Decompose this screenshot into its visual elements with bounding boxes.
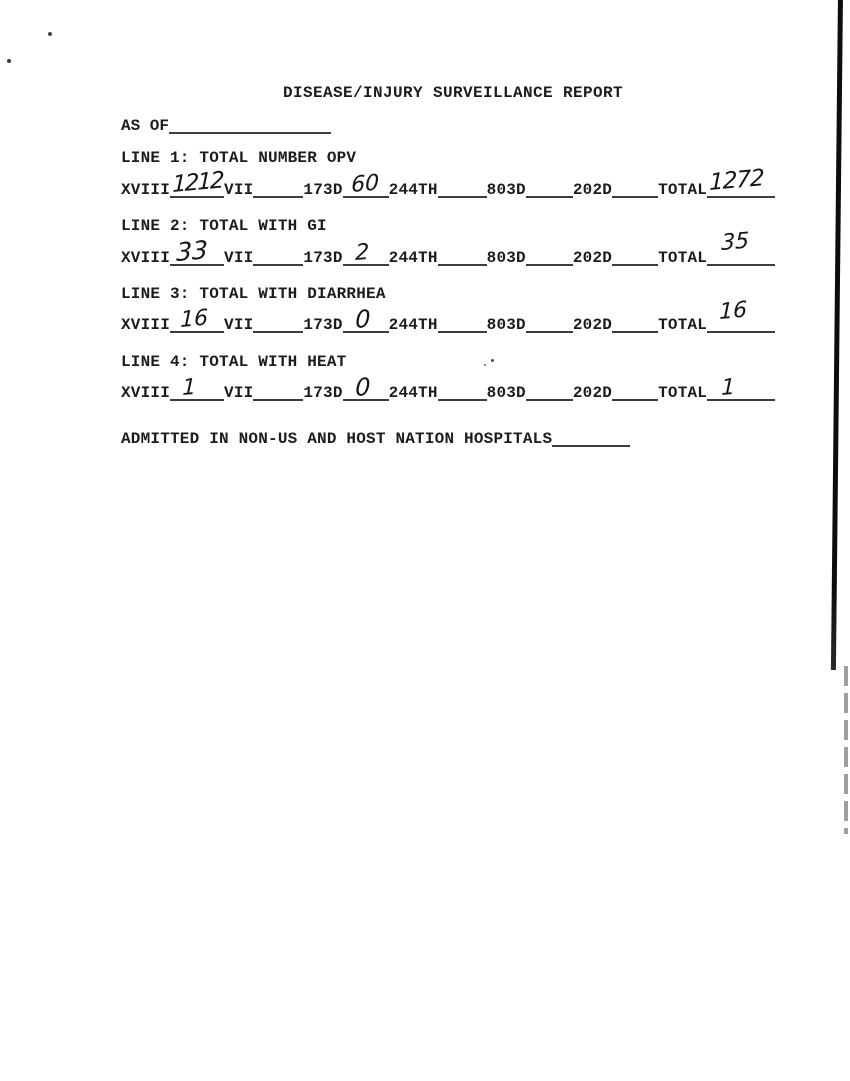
col-label-vii: VII <box>224 316 254 334</box>
handwritten-total-value: 16 <box>719 297 748 326</box>
blank-803d <box>526 383 573 401</box>
blank-244th <box>438 315 487 333</box>
blank-803d <box>526 315 573 333</box>
admitted-hospitals-label: ADMITTED IN NON-US AND HOST NATION HOSPITALS <box>121 430 553 448</box>
scan-speck <box>484 364 486 366</box>
col-label-xviii: XVIII <box>121 249 171 267</box>
blank-202d <box>612 383 658 401</box>
blank-total <box>707 165 775 198</box>
blank-202d <box>612 248 658 266</box>
col-label-202d: 202D <box>572 249 613 267</box>
scan-speck <box>7 59 11 63</box>
as-of-label: AS OF <box>121 117 170 135</box>
blank-xviii <box>170 235 224 268</box>
blank-vii <box>253 248 303 266</box>
handwritten-total-value: 1 <box>721 374 736 402</box>
scan-artifact-vertical-line <box>831 0 843 670</box>
blank-173d <box>343 372 389 403</box>
col-label-803d: 803D <box>486 181 526 199</box>
as-of-blank <box>169 116 331 134</box>
blank-total <box>707 297 775 333</box>
line1-heading: LINE 1: TOTAL NUMBER OPV <box>121 149 357 167</box>
line3-data-row <box>121 297 775 335</box>
col-label-vii: VII <box>224 384 254 402</box>
col-label-vii: VII <box>224 249 254 267</box>
blank-173d <box>343 304 389 335</box>
handwritten-173d-value: 2 <box>354 239 370 267</box>
line4-heading: LINE 4: TOTAL WITH HEAT <box>121 353 347 371</box>
handwritten-173d-value: 0 <box>354 304 371 335</box>
col-label-244th: 244TH <box>388 249 438 267</box>
col-label-xviii: XVIII <box>121 384 171 402</box>
handwritten-xviii-value: 1 <box>181 374 197 402</box>
col-label-173d: 173D <box>303 316 343 334</box>
blank-xviii <box>170 167 224 199</box>
admitted-hospitals-line <box>121 429 630 448</box>
blank-803d <box>526 180 573 198</box>
col-label-total: TOTAL <box>658 181 708 199</box>
line2-data-row <box>121 228 775 268</box>
col-label-803d: 803D <box>486 249 526 267</box>
blank-202d <box>612 315 658 333</box>
col-label-202d: 202D <box>572 316 613 334</box>
col-label-total: TOTAL <box>658 249 708 267</box>
line1-data-row <box>121 165 775 199</box>
col-label-173d: 173D <box>303 181 343 199</box>
line2-heading: LINE 2: TOTAL WITH GI <box>121 217 327 235</box>
blank-173d <box>343 239 389 267</box>
col-label-803d: 803D <box>486 316 526 334</box>
as-of-line <box>121 116 331 135</box>
handwritten-xviii-value: 16 <box>179 305 209 334</box>
line4-data-row <box>121 372 775 403</box>
scan-speck <box>491 359 494 362</box>
blank-xviii <box>170 305 224 334</box>
col-label-vii: VII <box>224 181 254 199</box>
col-label-total: TOTAL <box>658 384 708 402</box>
blank-173d <box>343 170 389 199</box>
blank-244th <box>438 383 487 401</box>
handwritten-173d-value: 0 <box>354 372 371 403</box>
blank-xviii <box>170 374 224 402</box>
handwritten-xviii-value: 1212 <box>171 167 223 199</box>
blank-202d <box>612 180 658 198</box>
col-label-173d: 173D <box>303 249 343 267</box>
col-label-244th: 244TH <box>388 316 438 334</box>
col-label-xviii: XVIII <box>121 181 171 199</box>
col-label-xviii: XVIII <box>121 316 171 334</box>
blank-vii <box>253 383 303 401</box>
scan-artifact-dashed-line <box>844 666 848 834</box>
handwritten-173d-value: 60 <box>350 170 379 199</box>
col-label-202d: 202D <box>572 181 613 199</box>
blank-vii <box>253 315 303 333</box>
blank-total <box>707 228 775 266</box>
col-label-202d: 202D <box>572 384 613 402</box>
blank-244th <box>438 248 487 266</box>
blank-total <box>707 374 775 402</box>
handwritten-xviii-value: 33 <box>175 235 209 268</box>
col-label-173d: 173D <box>303 384 343 402</box>
col-label-803d: 803D <box>486 384 526 402</box>
blank-244th <box>438 180 487 198</box>
col-label-244th: 244TH <box>388 181 438 199</box>
report-title: DISEASE/INJURY SURVEILLANCE REPORT <box>282 84 624 102</box>
col-label-total: TOTAL <box>658 316 708 334</box>
col-label-244th: 244TH <box>388 384 438 402</box>
blank-vii <box>253 180 303 198</box>
admitted-hospitals-blank <box>552 429 630 447</box>
scan-speck <box>48 32 52 36</box>
handwritten-total-value: 35 <box>721 228 750 257</box>
line3-heading: LINE 3: TOTAL WITH DIARRHEA <box>121 285 386 303</box>
handwritten-total-value: 1272 <box>709 165 764 197</box>
blank-803d <box>526 248 573 266</box>
